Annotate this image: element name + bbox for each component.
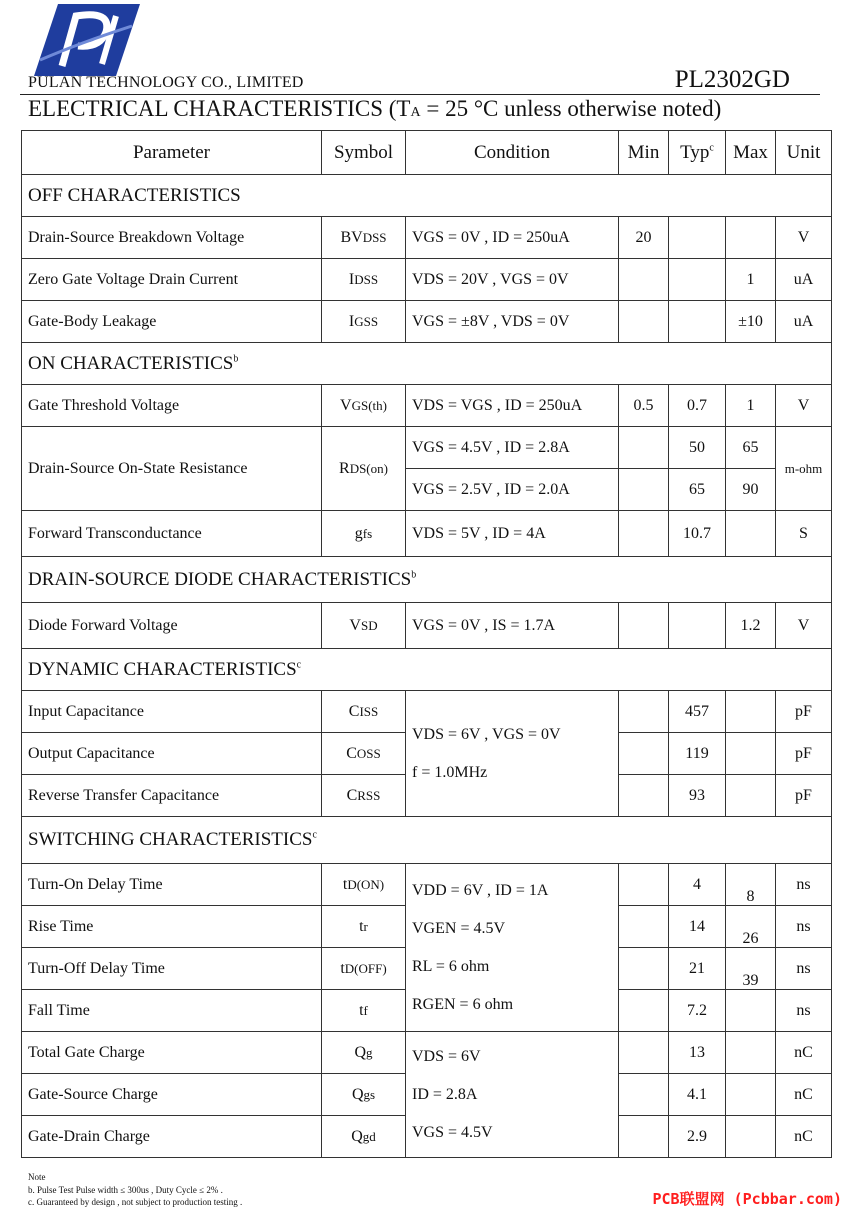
- table-header-row: [22, 131, 832, 175]
- section-switching: SWITCHING CHARACTERISTICS$^c$: [22, 817, 832, 864]
- table-row: VGS = 2.5V , ID = 2.0A 65 90: [22, 469, 832, 511]
- col-symbol: Symbol: [322, 131, 406, 175]
- section-on: ON CHARACTERISTICS$^b$: [22, 343, 832, 385]
- table-row: Total Gate Charge Qg VDS = 6V ID = 2.8A VGS = 4.5V 13 nC: [22, 1032, 832, 1074]
- section-diode: DRAIN-SOURCE DIODE CHARACTERISTICS$^b$: [22, 557, 832, 603]
- company-logo: [32, 2, 142, 76]
- table-row: Turn-Off Delay Time tD(OFF) 21 39 ns: [22, 948, 832, 990]
- col-max: Max: [726, 131, 776, 175]
- table-row: Gate-Body Leakage IGSS VGS = ±8V , VDS = 0V ±10 uA: [22, 301, 832, 343]
- watermark: PCB联盟网 (Pcbbar.com): [652, 1190, 842, 1208]
- col-condition: Condition: [406, 131, 619, 175]
- table-row: Drain-Source On-State Resistance RDS(on) VGS = 4.5V , ID = 2.8A 50 65 m-ohm: [22, 427, 832, 469]
- header-rule: [20, 94, 820, 95]
- section-dynamic: DYNAMIC CHARACTERISTICS$^c$: [22, 649, 832, 691]
- table-row: Gate Threshold Voltage VGS(th) VDS = VGS , ID = 250uA 0.5 0.7 1 V: [22, 385, 832, 427]
- col-unit: Unit: [776, 131, 832, 175]
- table-row: Diode Forward Voltage VSD VGS = 0V , IS = 1.7A 1.2 V: [22, 603, 832, 649]
- table-row: Zero Gate Voltage Drain Current IDSS VDS = 20V , VGS = 0V 1 uA: [22, 259, 832, 301]
- col-min: Min: [619, 131, 669, 175]
- company-name: PULAN TECHNOLOGY CO., LIMITED: [28, 74, 304, 91]
- section-off: OFF CHARACTERISTICS: [22, 175, 832, 217]
- table-row: Rise Time tr 14 26 ns: [22, 906, 832, 948]
- table-row: Gate-Drain Charge Qgd 2.9 nC: [22, 1116, 832, 1158]
- col-typ: Typ$^c$: [669, 131, 726, 175]
- table-row: Turn-On Delay Time tD(ON) VDD = 6V , ID = 1A VGEN = 4.5V RL = 6 ohm RGEN = 6 ohm 4 8 ns: [22, 864, 832, 906]
- table-row: Reverse Transfer Capacitance CRSS 93 pF: [22, 775, 832, 817]
- col-parameter: Parameter: [22, 131, 322, 175]
- footnotes: Note b. Pulse Test Pulse width ≤ 300us , Duty Cycle ≤ 2% . c. Guaranteed by design , not subject to production testing .: [28, 1172, 243, 1207]
- page-title: ELECTRICAL CHARACTERISTICS (TA = 25 °C unless otherwise noted): [28, 96, 722, 121]
- characteristics-table: [21, 130, 832, 1158]
- table-row: Output Capacitance COSS 119 pF: [22, 733, 832, 775]
- table-row: Gate-Source Charge Qgs 4.1 nC: [22, 1074, 832, 1116]
- part-number: PL2302GD: [674, 66, 790, 93]
- table-row: Fall Time tf 7.2 ns: [22, 990, 832, 1032]
- table-row: Drain-Source Breakdown Voltage BVDSS VGS = 0V , ID = 250uA 20 V: [22, 217, 832, 259]
- table-row: Input Capacitance CISS VDS = 6V , VGS = 0V f = 1.0MHz 457 pF: [22, 691, 832, 733]
- table-row: Forward Transconductance gfs VDS = 5V , ID = 4A 10.7 S: [22, 511, 832, 557]
